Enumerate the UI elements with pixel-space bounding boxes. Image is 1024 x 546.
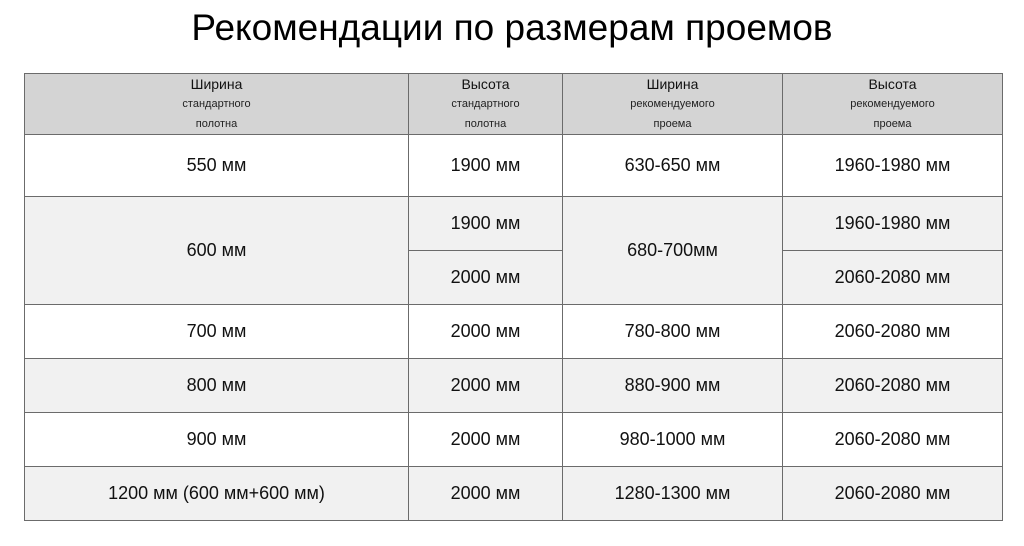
cell-opening-height: 2060-2080 мм xyxy=(783,305,1003,359)
cell-opening-height: 2060-2080 мм xyxy=(783,359,1003,413)
table-row xyxy=(25,305,1003,359)
cell-opening-height: 2060-2080 мм xyxy=(783,251,1003,305)
cell-door-width: 1200 мм (600 мм+600 мм) xyxy=(25,467,409,521)
cell-opening-width: 680-700мм xyxy=(563,197,783,305)
header-line: рекомендуемого xyxy=(630,98,715,110)
header-line: полотна xyxy=(464,118,507,130)
page-title: Рекомендации по размерам проемов xyxy=(191,7,833,48)
cell-door-height: 1900 мм xyxy=(409,197,563,251)
table-row xyxy=(25,197,1003,251)
cell-door-width: 700 мм xyxy=(25,305,409,359)
cell-opening-height: 1960-1980 мм xyxy=(783,197,1003,251)
header-opening-height xyxy=(783,74,1003,135)
cell-door-width: 900 мм xyxy=(25,413,409,467)
cell-opening-width: 630-650 мм xyxy=(563,135,783,197)
header-line: стандартного xyxy=(451,98,520,110)
header-line: полотна xyxy=(195,118,238,130)
header-line: Высота xyxy=(461,76,510,92)
cell-door-height: 2000 мм xyxy=(409,359,563,413)
header-door-width xyxy=(25,74,409,135)
cell-door-height: 2000 мм xyxy=(409,305,563,359)
table-row xyxy=(25,467,1003,521)
cell-opening-width: 1280-1300 мм xyxy=(563,467,783,521)
table-row xyxy=(25,359,1003,413)
header-line: проема xyxy=(873,118,912,130)
cell-door-width: 800 мм xyxy=(25,359,409,413)
header-door-height xyxy=(409,74,563,135)
cell-opening-height: 2060-2080 мм xyxy=(783,413,1003,467)
header-opening-width xyxy=(563,74,783,135)
cell-door-height: 1900 мм xyxy=(409,135,563,197)
table-header-row xyxy=(25,74,1003,135)
header-line: Высота xyxy=(868,76,917,92)
cell-opening-width: 980-1000 мм xyxy=(563,413,783,467)
cell-door-height: 2000 мм xyxy=(409,467,563,521)
table-row xyxy=(25,135,1003,197)
cell-door-width: 600 мм xyxy=(25,197,409,305)
header-line: проема xyxy=(653,118,692,130)
header-line: рекомендуемого xyxy=(850,98,935,110)
cell-opening-width: 880-900 мм xyxy=(563,359,783,413)
door-size-table xyxy=(24,73,1003,521)
cell-door-height: 2000 мм xyxy=(409,251,563,305)
header-line: Ширина xyxy=(646,76,699,92)
cell-opening-height: 2060-2080 мм xyxy=(783,467,1003,521)
table-row xyxy=(25,413,1003,467)
header-line: стандартного xyxy=(182,98,251,110)
cell-door-width: 550 мм xyxy=(25,135,409,197)
cell-opening-height: 1960-1980 мм xyxy=(783,135,1003,197)
cell-door-height: 2000 мм xyxy=(409,413,563,467)
cell-opening-width: 780-800 мм xyxy=(563,305,783,359)
header-line: Ширина xyxy=(190,76,243,92)
